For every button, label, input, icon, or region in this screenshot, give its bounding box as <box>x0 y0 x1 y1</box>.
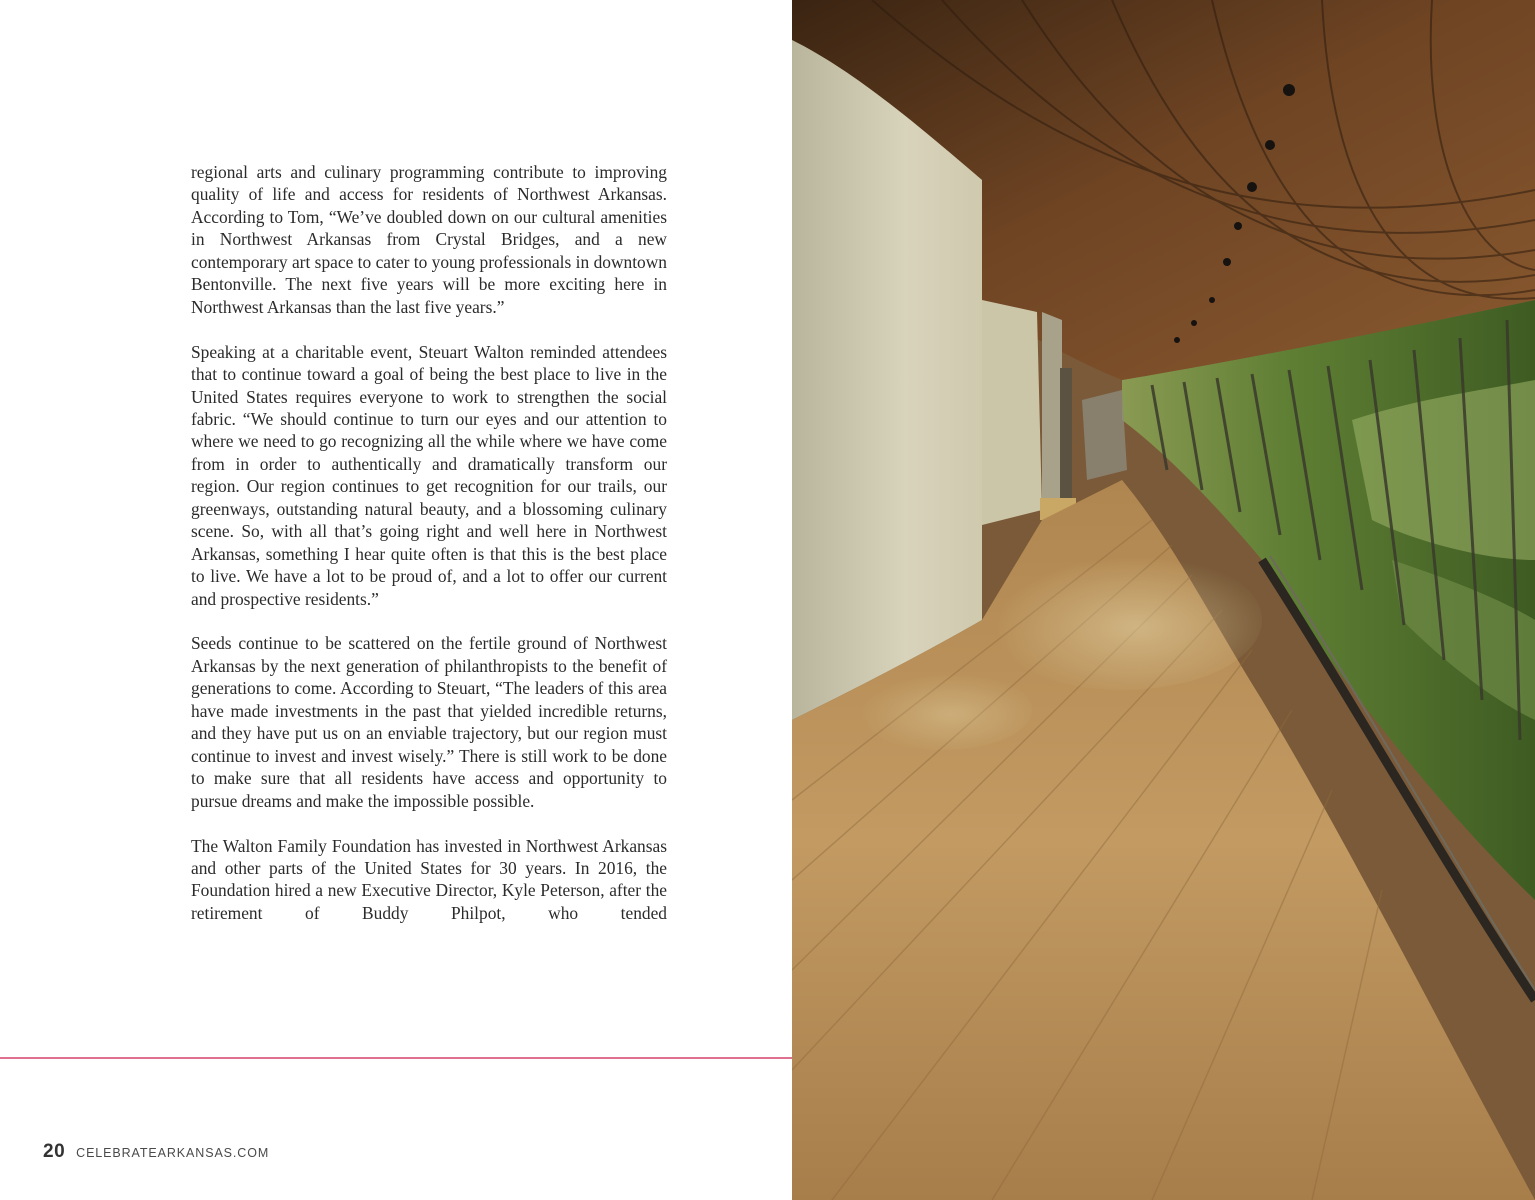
site-url: CELEBRATEARKANSAS.COM <box>76 1146 270 1160</box>
page-number: 20 <box>43 1141 66 1162</box>
museum-corridor-photo <box>792 0 1535 1200</box>
article-body <box>191 161 667 924</box>
article-paragraph-3: Seeds continue to be scattered on the fertile ground of Northwest Arkansas by the next generation of philanthropists to the benefit of generations to come. According to Steuart, “The leaders of this area have made investments in the past that yielded incredible returns, and they have put us on an enviable trajectory, but our region must continue to invest and invest wisely.” There is still work to be done to make sure that all residents have access and opportunity to pursue dreams and make the impossible possible. <box>191 633 667 811</box>
article-paragraph-4: The Walton Family Foundation has invested in Northwest Arkansas and other parts of the United States for 30 years. In 2016, the Foundation hired a new Executive Director, Kyle Peterson, after the retirement of Buddy Philpot, who tended <box>191 835 667 923</box>
article-paragraph-2: Speaking at a charitable event, Steuart Walton reminded attendees that to continue toward a goal of being the best place to live in the United States requires everyone to work to strengthen the social fabric. “We should continue to turn our eyes and our attention to where we need to go recognizing all the while where we have come from in order to authentically and dramatically transform our region. Our region continues to get recognition for our trails, our greenways, outstanding natural beauty, and a blossoming culinary scene. So, with all that’s going right and well here in Northwest Arkansas, something I hear quite often is that this is the best place to live. We have a lot to be proud of, and a lot to offer our current and prospective residents.” <box>191 341 667 609</box>
article-paragraph-1: regional arts and culinary programming contribute to improving quality of life and access for residents of Northwest Arkansas. According to Tom, “We’ve doubled down on our cultural amenities in Northwest Arkansas from Crystal Bridges, and a new contemporary art space to cater to young professionals in downtown Bentonville. The next five years will be more exciting here in Northwest Arkansas than the last five years.” <box>191 162 667 317</box>
page-footer <box>43 1141 269 1165</box>
footer-divider <box>0 1057 792 1059</box>
